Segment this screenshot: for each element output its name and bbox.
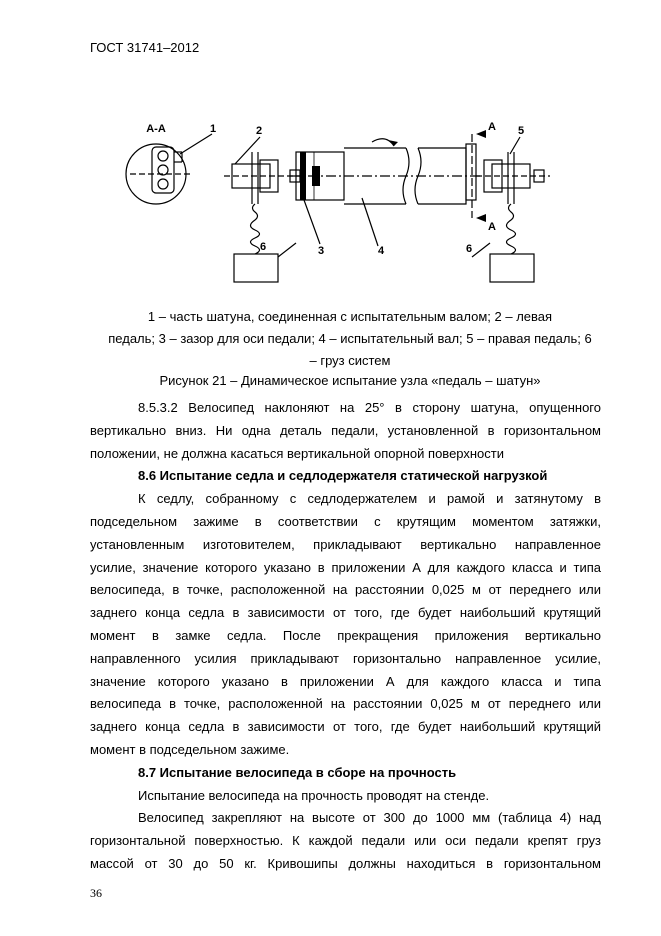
text-line: значение которого указано в приложении А для каждого класса и типа	[90, 673, 601, 689]
document-body	[90, 397, 601, 876]
figure-legend	[100, 306, 600, 372]
callout-6-left: 6	[260, 241, 267, 253]
text-line: горизонтальной поверхностью. К каждой педали или оси педали крепят груз	[90, 833, 601, 849]
text-line: К седлу, собранному с седлодержателем и рамой и затянутому в	[138, 491, 601, 507]
callout-2: 2	[256, 125, 263, 137]
section-mark-bottom: А	[488, 221, 496, 233]
callout-3: 3	[318, 245, 325, 257]
text-line: 8.5.3.2 Велосипед наклоняют на 25° в сторону шатуна, опущенного	[138, 400, 601, 415]
text-line: заднего конца седла в зависимости от того, где будет наибольший крутящий	[90, 719, 601, 735]
text-line: положении, не должна касаться вертикальной опорной поверхности	[90, 445, 505, 461]
text-line: направленного усилия прикладывают горизонтально направленное усилие,	[90, 650, 601, 666]
right-spring	[507, 204, 516, 254]
text-line: момент в подседельном зажиме.	[90, 741, 290, 757]
left-spring	[251, 204, 260, 254]
section-mark-top: А	[488, 121, 496, 133]
section-crank	[152, 147, 174, 193]
figure-caption: Рисунок 21 – Динамическое испытание узла «педаль – шатун»	[159, 373, 541, 388]
text-line: установленным изготовителем, прикладывают вертикально направленное	[90, 536, 601, 552]
text-line: Велосипед закрепляют на высоте от 300 до 1000 мм (таблица 4) над	[138, 810, 601, 826]
text-line: массой от 30 до 50 кг. Кривошипы должны находиться в горизонтальном	[90, 855, 601, 871]
legend-line: – груз систем	[309, 353, 391, 368]
document-header: ГОСТ 31741–2012	[90, 40, 200, 55]
legend-line: педаль; 3 – зазор для оси педали; 4 – испытательный вал; 5 – правая педаль; 6	[108, 331, 592, 346]
section-arrow-top	[476, 130, 486, 138]
legend-line: 1 – часть шатуна, соединенная с испытательным валом; 2 – левая	[147, 309, 553, 324]
section-arrow-bottom	[476, 214, 486, 222]
text-line: велосипеда, в точке, расположенной на расстоянии 0,025 м от переднего или	[90, 582, 601, 598]
right-weight	[490, 254, 534, 282]
callout-5: 5	[518, 125, 525, 137]
text-line: момент в замке седла. После прекращения приложения вертикально	[90, 627, 601, 643]
text-line: заднего конца седла в зависимости от того, где будет наибольший крутящий	[90, 605, 601, 621]
section-heading-8-7: 8.7 Испытание велосипеда в сборе на прочность	[138, 764, 457, 780]
text-line: вертикально вниз. Ни одна деталь педали, установленной в горизонтальном	[90, 422, 601, 438]
text-line: подседельном зажиме в соответствии с крутящим моментом затяжки,	[90, 513, 601, 529]
section-label: А-А	[146, 123, 166, 135]
callout-1: 1	[210, 123, 217, 135]
text-line: усилие, значение которого указано в приложении А для каждого класса и типа	[90, 559, 601, 575]
text-line: Испытание велосипеда на прочность проводят на стенде.	[138, 787, 490, 803]
left-weight	[234, 254, 278, 282]
text-line: велосипеда в точке, расположенной на расстоянии 0,025 м от переднего или	[90, 696, 601, 712]
test-rig-diagram	[100, 112, 570, 297]
page-number: 36	[90, 886, 102, 900]
callout-6-right: 6	[466, 243, 473, 255]
section-heading-8-6: 8.6 Испытание седла и седлодержателя статической нагрузкой	[138, 468, 548, 484]
callout-4: 4	[378, 245, 385, 257]
